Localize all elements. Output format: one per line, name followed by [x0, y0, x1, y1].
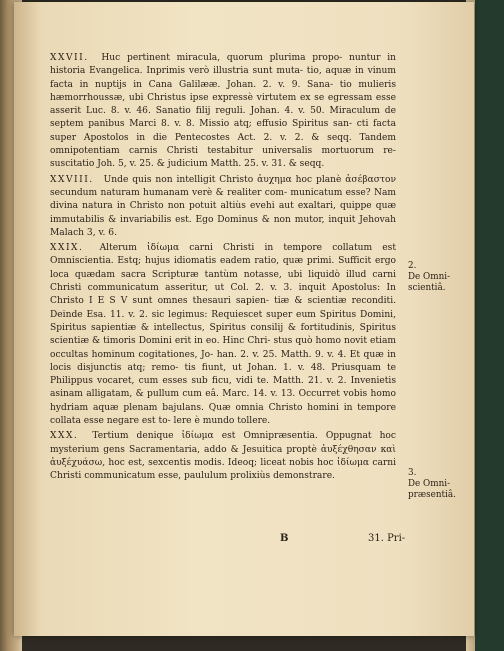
margin-note-number: 3. [408, 468, 417, 478]
margin-note-number: 2. [408, 261, 417, 271]
section-text: Alterum ἰδίωμα carni Christi in tempore collatum est Omniscientia. Estq; hujus idiomatis eadem ratio, quæ primi. Sufficit ergo loca quædam sacra Scripturæ tantùm notasse, ubi liquidò illud carni Christi communicatum asseritur, ut Col. 2. v. 3. inquit Apostolus: In Christo I E S V sunt omnes thesauri sapien- tiæ & scientiæ reconditi. Deinde Esa. 11. v. 2. sic legimus: Requiescet super eum Spiritus Domini, Spiritus sapientiæ & intellectus, Spiritus consilij & fortitudinis, Spiritus scientiæ & timoris Domini erit in eo. Hinc Chri- stus quò homo novit etiam occultas hominum cogitationes, Jo- han. 2. v. 25. Matth. 9. v. 4. Et quæ in locis disjunctis atq; remo- tis fiunt, ut Johan. 1. v. 48. Priusquam te Philippus vocaret, cum esses sub ficu, vidi te. Matth. 21. v. 2. Invenietis asinam alligatam, & pullum cum eâ. Marc. 14. v. 13. Occurret vobis homo hydriam aquæ plenam bajulans. Quæ omnia Christo homini in tempore collata esse negare est to- lere è mundo tollere. [50, 243, 396, 427]
catchword: 31. Pri- [368, 533, 406, 544]
section-text: Huc pertinent miracula, quorum plurima propo- nuntur in historia Evangelica. Inprimis verò illustria sunt muta- tio, aquæ in vinum facta in nuptijs in Cana Galilææ. Johan. 2. v. 9. Sana- tio mulieris hæmorrhoussæ, ubi Christus ipse expressè virtutem ex se egressam esse asserit Luc. 8. v. 46. Sanatio filij reguli. Johan. 4. v. 50. Miraculum de septem panibus Marci 8. v. 8. Missio atq; effusio Spiritus san- cti facta super Apostolos in die Pentecostes Act. 2. v. 2. & seqq. Tandem omnipotentiam carnis Christi testabitur universalis mortuorum re- suscitatio Joh. 5, v. 25. & judicium Matth. 25. v. 31. & seqq. [50, 53, 396, 170]
signature-mark: B [280, 533, 289, 544]
section-xxix [50, 242, 396, 428]
section-xxx [50, 430, 396, 483]
section-xxviii [50, 174, 396, 240]
book-page [14, 2, 474, 636]
margin-note-2 [408, 261, 460, 294]
margin-note-line: De Omni- [408, 479, 451, 489]
margin-note-line: De Omni- [408, 272, 451, 282]
section-number: XXIX. [50, 243, 84, 254]
page-footer [50, 533, 460, 547]
body-text [50, 52, 396, 486]
section-text: Tertium denique ἰδίωμα est Omnipræsentia. Oppugnat hoc mysterium gens Sacramentaria, addo & Jesuitica proptè ἀυξέχθησαν καὶ ἀυξέχυάσω, hoc est, sexcentis modis. Ideoq; liceat nobis hoc ἰδίωμα carni Christi communicatum esse, paululum prolixiùs demonstrare. [50, 431, 396, 482]
margin-note-3 [408, 468, 460, 501]
margin-note-line: scientiâ. [408, 283, 446, 293]
section-xxvii [50, 52, 396, 172]
section-number: XXX. [50, 431, 79, 442]
section-number: XXVII. [50, 53, 89, 63]
section-text: Unde quis non intelligit Christo ἀυχημα hoc planè ἀσέβαστον secundum naturam humanam verè & realiter com- municatum esse? Nam divina natura in Christo non potuit altiùs evehi aut exaltari, quippe quæ immutabilis & invariabilis est. Ego Dominus & non mutor, inquit Jehovah Malach 3, v. 6. [50, 174, 396, 238]
section-number: XXVIII. [50, 174, 94, 185]
margin-note-line: præsentiâ. [408, 490, 456, 500]
